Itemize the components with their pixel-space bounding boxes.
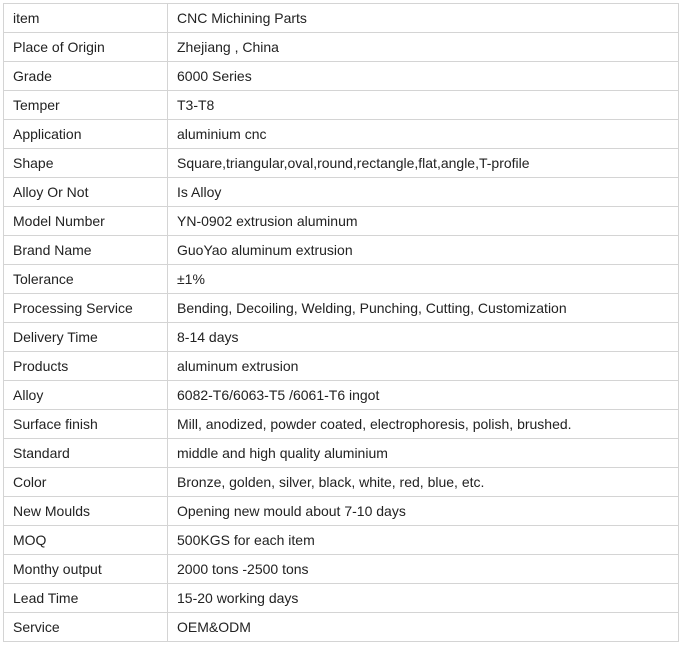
spec-table-body [4, 4, 679, 642]
spec-key: New Moulds [4, 497, 168, 526]
spec-value: Opening new mould about 7-10 days [168, 497, 679, 526]
spec-value: T3-T8 [168, 91, 679, 120]
spec-value: 500KGS for each item [168, 526, 679, 555]
spec-value: aluminium cnc [168, 120, 679, 149]
spec-key: MOQ [4, 526, 168, 555]
table-row [4, 613, 679, 642]
spec-value: OEM&ODM [168, 613, 679, 642]
spec-value: 6082-T6/6063-T5 /6061-T6 ingot [168, 381, 679, 410]
spec-value: CNC Michining Parts [168, 4, 679, 33]
spec-value: Is Alloy [168, 178, 679, 207]
table-row [4, 323, 679, 352]
spec-key: Delivery Time [4, 323, 168, 352]
spec-value: 2000 tons -2500 tons [168, 555, 679, 584]
table-row [4, 555, 679, 584]
spec-value: 15-20 working days [168, 584, 679, 613]
table-row [4, 207, 679, 236]
table-row [4, 439, 679, 468]
table-row [4, 4, 679, 33]
spec-key: Monthy output [4, 555, 168, 584]
spec-key: Products [4, 352, 168, 381]
table-row [4, 149, 679, 178]
table-row [4, 33, 679, 62]
spec-value: YN-0902 extrusion aluminum [168, 207, 679, 236]
table-row [4, 526, 679, 555]
spec-key: Grade [4, 62, 168, 91]
spec-value: Zhejiang , China [168, 33, 679, 62]
spec-key: Model Number [4, 207, 168, 236]
spec-key: item [4, 4, 168, 33]
spec-value: Bending, Decoiling, Welding, Punching, Cutting, Customization [168, 294, 679, 323]
spec-key: Alloy Or Not [4, 178, 168, 207]
spec-value: 6000 Series [168, 62, 679, 91]
table-row [4, 468, 679, 497]
table-row [4, 236, 679, 265]
table-row [4, 584, 679, 613]
table-row [4, 120, 679, 149]
table-row [4, 381, 679, 410]
spec-value: aluminum extrusion [168, 352, 679, 381]
table-row [4, 497, 679, 526]
table-row [4, 265, 679, 294]
spec-key: Surface finish [4, 410, 168, 439]
spec-key: Alloy [4, 381, 168, 410]
spec-key: Tolerance [4, 265, 168, 294]
spec-key: Standard [4, 439, 168, 468]
spec-value: middle and high quality aluminium [168, 439, 679, 468]
table-row [4, 178, 679, 207]
product-spec-table [3, 3, 679, 642]
spec-key: Brand Name [4, 236, 168, 265]
spec-value: GuoYao aluminum extrusion [168, 236, 679, 265]
spec-value: Square,triangular,oval,round,rectangle,flat,angle,T-profile [168, 149, 679, 178]
spec-value: Bronze, golden, silver, black, white, red, blue, etc. [168, 468, 679, 497]
spec-key: Lead Time [4, 584, 168, 613]
spec-key: Service [4, 613, 168, 642]
spec-key: Application [4, 120, 168, 149]
table-row [4, 294, 679, 323]
spec-value: 8-14 days [168, 323, 679, 352]
spec-key: Processing Service [4, 294, 168, 323]
table-row [4, 410, 679, 439]
spec-key: Shape [4, 149, 168, 178]
spec-key: Temper [4, 91, 168, 120]
spec-key: Place of Origin [4, 33, 168, 62]
spec-value: Mill, anodized, powder coated, electrophoresis, polish, brushed. [168, 410, 679, 439]
spec-key: Color [4, 468, 168, 497]
spec-value: ±1% [168, 265, 679, 294]
table-row [4, 62, 679, 91]
table-row [4, 352, 679, 381]
table-row [4, 91, 679, 120]
